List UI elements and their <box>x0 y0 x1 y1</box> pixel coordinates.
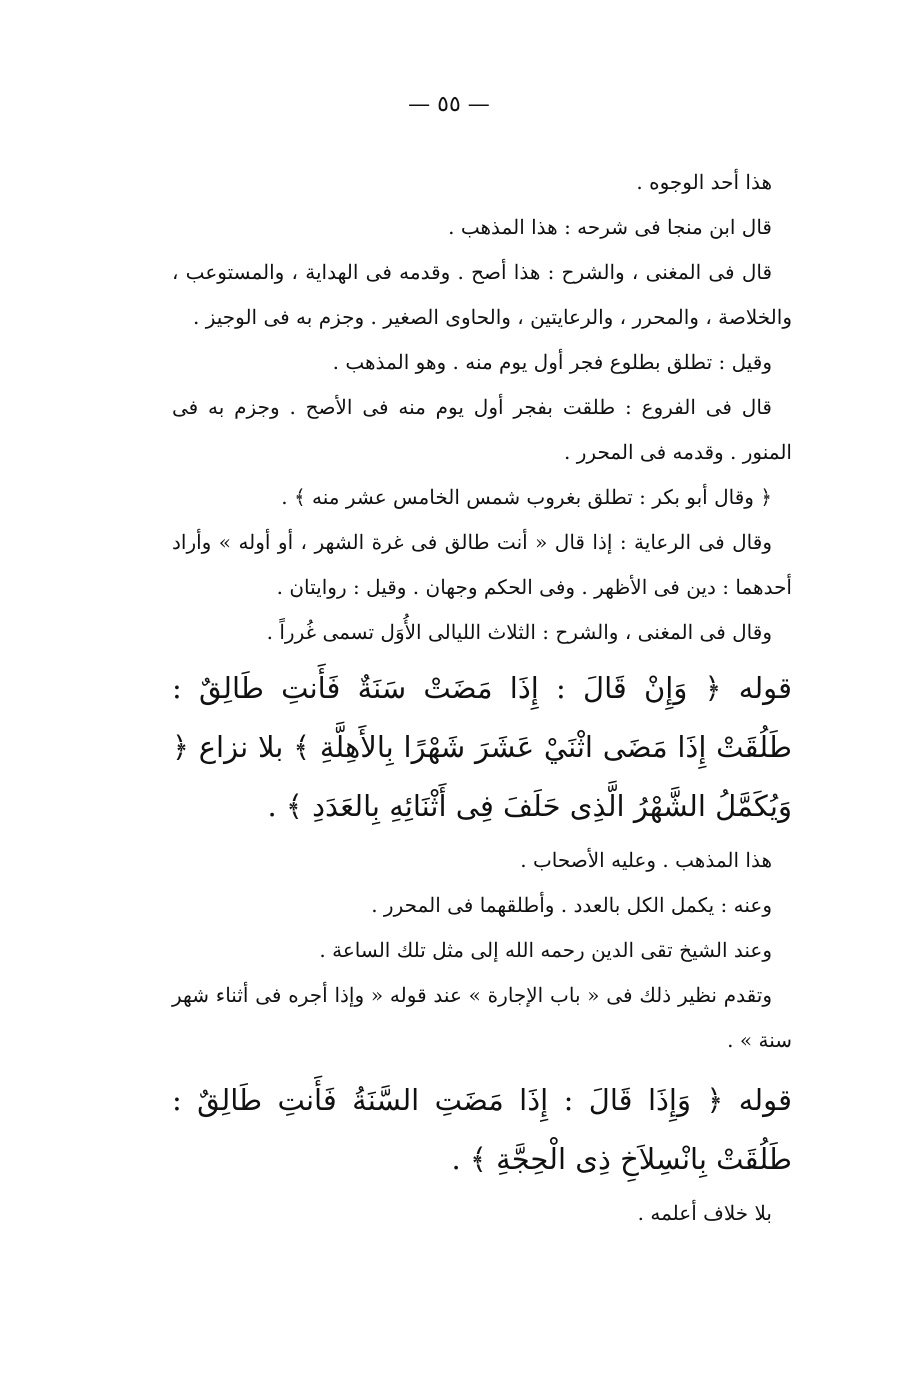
closing-line: بلا خلاف أعلمه . <box>637 1201 772 1225</box>
paragraph-9: هذا المذهب . وعليه الأصحاب . <box>520 848 772 872</box>
paragraph-11: وعند الشيخ تقى الدين رحمه الله إلى مثل تلك الساعة . <box>319 938 772 962</box>
paragraph-6: ﴿ وقال أبو بكر : تطلق بغروب شمس الخامس عشر منه ﴾ . <box>281 485 772 509</box>
paragraph-12: وتقدم نظير ذلك فى « باب الإجارة » عند قوله « وإذا أجره فى أثناء شهر سنة » . <box>172 983 792 1052</box>
paragraph-1: هذا أحد الوجوه . <box>636 170 772 194</box>
paragraph-3: قال فى المغنى ، والشرح : هذا أصح . وقدمه فى الهداية ، والمستوعب ، والخلاصة ، والمحرر ، والرعايتين ، والحاوى الصغير . وجزم به فى الوجيز . <box>172 260 792 329</box>
matn-quote-2: قوله ﴿ وَإِذَا قَالَ : إِذَا مَضَتِ السَّنَةُ فَأَنتِ طَالِقٌ : طَلُقَتْ بِانْسِلاَخِ ذِى الْحِجَّةِ ﴾ . <box>172 1083 792 1176</box>
paragraph-5: قال فى الفروع : طلقت بفجر أول يوم منه فى الأصح . وجزم به فى المنور . وقدمه فى المحرر . <box>172 395 792 464</box>
paragraph-7: وقال فى الرعاية : إذا قال « أنت طالق فى غرة الشهر ، أو أوله » وأراد أحدهما : دين فى الأظهر . وفى الحكم وجهان . وقيل : روايتان . <box>172 530 792 599</box>
page-body <box>172 160 792 1236</box>
matn-quote-1: قوله ﴿ وَإِنْ قَالَ : إِذَا مَضَتْ سَنَةٌ فَأَنتِ طَالِقٌ : طَلُقَتْ إِذَا مَضَى اثْنَيْ عَشَرَ شَهْرًا بِالأَهِلَّةِ ﴾ بلا نزاع ﴿ وَيُكَمَّلُ الشَّهْرُ الَّذِى حَلَفَ فِى أَثْنَائِهِ بِالعَدَدِ ﴾ . <box>172 671 792 823</box>
paragraph-4: وقيل : تطلق بطلوع فجر أول يوم منه . وهو المذهب . <box>332 350 772 374</box>
paragraph-8: وقال فى المغنى ، والشرح : الثلاث الليالى الأُوَل تسمى غُرراً . <box>266 620 772 644</box>
paragraph-10: وعنه : يكمل الكل بالعدد . وأطلقهما فى المحرر . <box>371 893 772 917</box>
page-number: — ٥٥ — <box>408 92 490 117</box>
paragraph-2: قال ابن منجا فى شرحه : هذا المذهب . <box>448 215 772 239</box>
